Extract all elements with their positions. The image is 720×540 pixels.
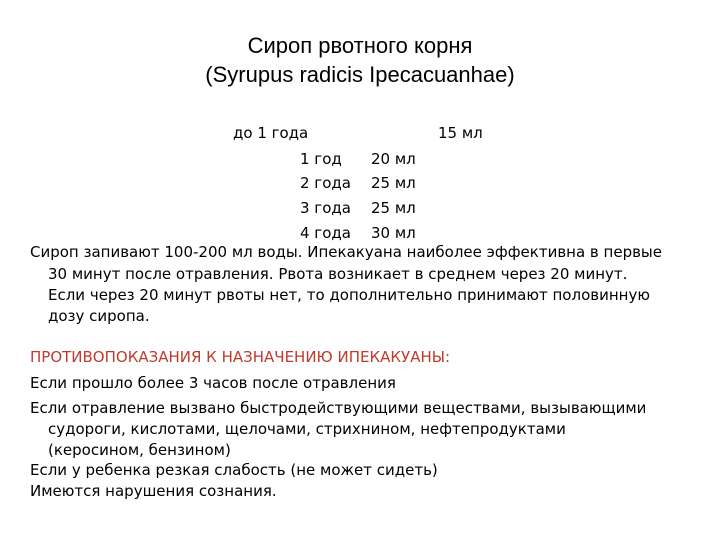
contraindication-item: Имеются нарушения сознания. (30, 482, 277, 500)
dose-age: 2 года (300, 174, 351, 192)
dose-amount: 15 мл (438, 124, 483, 142)
instruction-line: Сироп запивают 100-200 мл воды. Ипекакуана наиболее эффективна в первые (30, 243, 662, 261)
dose-amount: 30 мл (371, 224, 416, 242)
contraindication-item-cont: (керосином, бензином) (48, 441, 231, 459)
dose-age: 1 год (300, 150, 342, 168)
dose-amount: 20 мл (371, 150, 416, 168)
contraindication-item-cont: судороги, кислотами, щелочами, стрихнином, нефтепродуктами (48, 420, 566, 438)
instruction-line: 30 минут после отравления. Рвота возникает в среднем через 20 минут. (48, 265, 628, 283)
contraindication-item: Если прошло более 3 часов после отравления (30, 374, 396, 392)
dose-amount: 25 мл (371, 199, 416, 217)
dose-age: 3 года (300, 199, 351, 217)
dose-age: до 1 года (233, 124, 309, 142)
instruction-line: дозу сиропа. (48, 307, 150, 325)
contraindications-heading: ПРОТИВОПОКАЗАНИЯ К НАЗНАЧЕНИЮ ИПЕКАКУАНЫ: (30, 348, 451, 366)
contraindication-item: Если у ребенка резкая слабость (не может сидеть) (30, 461, 438, 479)
dose-amount: 25 мл (371, 174, 416, 192)
slide-title: Сироп рвотного корня (247, 33, 473, 58)
slide-subtitle-latin: (Syrupus radicis Ipecacuanhae) (205, 62, 515, 87)
contraindication-item: Если отравление вызвано быстродействующими веществами, вызывающими (30, 399, 647, 417)
dose-age: 4 года (300, 224, 351, 242)
instruction-line: Если через 20 минут рвоты нет, то дополнительно принимают половинную (48, 286, 650, 304)
